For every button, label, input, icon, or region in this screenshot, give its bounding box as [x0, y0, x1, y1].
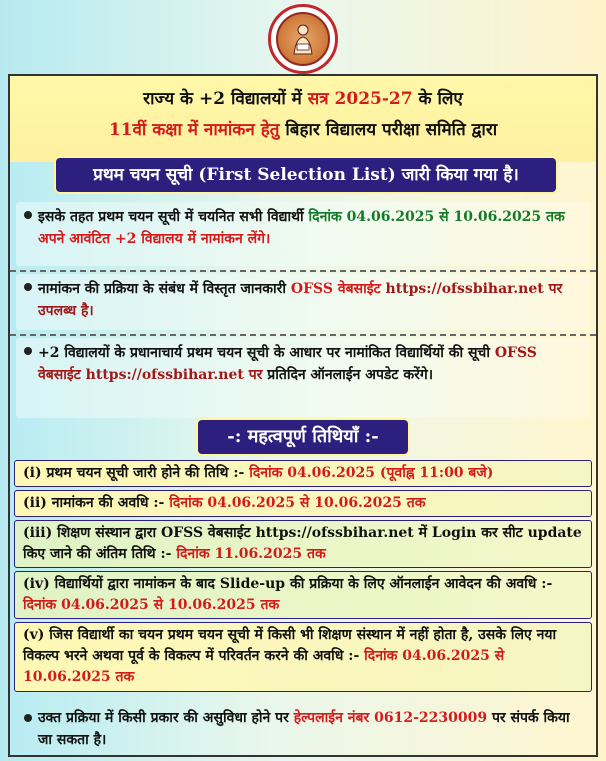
point-1-text-a: इसके तहत प्रथम चयन सूची में चयनित सभी विद्यार्थी — [38, 209, 304, 225]
date-5-label: (v) जिस विद्यार्थी का चयन प्रथम चयन सूची में किसी भी शिक्षण संस्थान में नहीं होता है, उसके लिए नया विकल्प भरने अथवा पूर्व के विकल्प में परिवर्तन करने की अवधि :- — [23, 627, 557, 664]
helpline-note — [16, 701, 590, 755]
helpline-number[interactable]: हेल्पलाईन नंबर 0612-2230009 — [293, 710, 488, 726]
date-1-value: दिनांक 04.06.2025 (पूर्वाह्न 11:00 बजे) — [249, 465, 494, 481]
bullet-icon — [24, 714, 32, 722]
bullet-icon — [24, 211, 32, 219]
helpline-text-c: पर संपर्क किया जा सकता है। — [38, 710, 570, 748]
bullet-icon — [24, 347, 32, 355]
point-2 — [16, 274, 590, 330]
point-2-url[interactable]: https://ofssbihar.net पर उपलब्ध है। — [38, 281, 563, 319]
header-line2-b: बिहार विद्यालय परीक्षा समिति द्वारा — [285, 120, 498, 140]
helpline-text-a: उक्त प्रक्रिया में किसी प्रकार की असुविधा होने पर — [38, 710, 289, 726]
notice-frame — [8, 74, 598, 757]
date-row-3 — [14, 520, 592, 568]
date-3-value: दिनांक 11.06.2025 तक — [176, 546, 326, 562]
bullet-icon — [24, 283, 32, 291]
bseb-logo — [268, 4, 338, 74]
date-row-2 — [14, 490, 592, 517]
date-row-5 — [14, 622, 592, 692]
point-3 — [16, 338, 590, 418]
date-4-value: दिनांक 04.06.2025 से 10.06.2025 तक — [23, 597, 280, 613]
date-1-label: (i) प्रथम चयन सूची जारी होने की तिथि :- — [23, 465, 245, 481]
divider — [10, 334, 596, 336]
important-dates-title: -: महत्वपूर्ण तिथियाँ :- — [198, 420, 408, 454]
point-3-website[interactable]: OFSS वेबसाईट https://ofssbihar.net पर — [38, 345, 537, 383]
session-text: सत्र 2025-27 — [307, 89, 413, 109]
header-line1-c: के लिए — [418, 89, 463, 109]
date-4-label: (iv) विद्यार्थियों द्वारा नामांकन के बाद Slide-up की प्रक्रिया के लिए ऑनलाईन आवेदन की अवधि :- — [23, 576, 553, 592]
point-1-text-c: अपने आवंटित +2 विद्यालय में नामांकन लेंगे। — [38, 231, 271, 247]
header-line-1 — [10, 76, 596, 109]
date-5-value: दिनांक 04.06.2025 से 10.06.2025 तक — [23, 648, 505, 685]
point-2-text-a: नामांकन की प्रक्रिया के संबंध में विस्तृत जानकारी — [38, 281, 287, 297]
point-1 — [16, 202, 590, 266]
date-2-value: दिनांक 04.06.2025 से 10.06.2025 तक — [169, 495, 426, 511]
date-row-1 — [14, 460, 592, 487]
header-line-2 — [10, 117, 596, 140]
emblem-icon — [276, 12, 330, 66]
point-3-text-c: प्रतिदिन ऑनलाईन अपडेट करेंगे। — [267, 367, 434, 383]
class-11-text: 11वीं कक्षा में नामांकन हेतु — [108, 120, 280, 140]
point-1-date: दिनांक 04.06.2025 से 10.06.2025 तक — [308, 209, 565, 225]
notice-header — [10, 76, 596, 162]
header-line1-a: राज्य के +2 विद्यालयों में — [143, 89, 302, 109]
date-row-4 — [14, 571, 592, 619]
divider — [10, 270, 596, 272]
first-selection-banner: प्रथम चयन सूची (First Selection List) जारी किया गया है। — [56, 158, 556, 192]
point-2-website: OFSS वेबसाईट — [290, 281, 381, 297]
date-2-label: (ii) नामांकन की अवधि :- — [23, 495, 165, 511]
point-3-text-a: +2 विद्यालयों के प्रधानाचार्य प्रथम चयन सूची के आधार पर नामांकित विद्यार्थियों की सूची — [38, 345, 490, 361]
date-3-label: (iii) शिक्षण संस्थान द्वारा OFSS वेबसाईट https://ofssbihar.net में Login कर सीट update किए जाने की अंतिम तिथि :- — [23, 525, 582, 562]
